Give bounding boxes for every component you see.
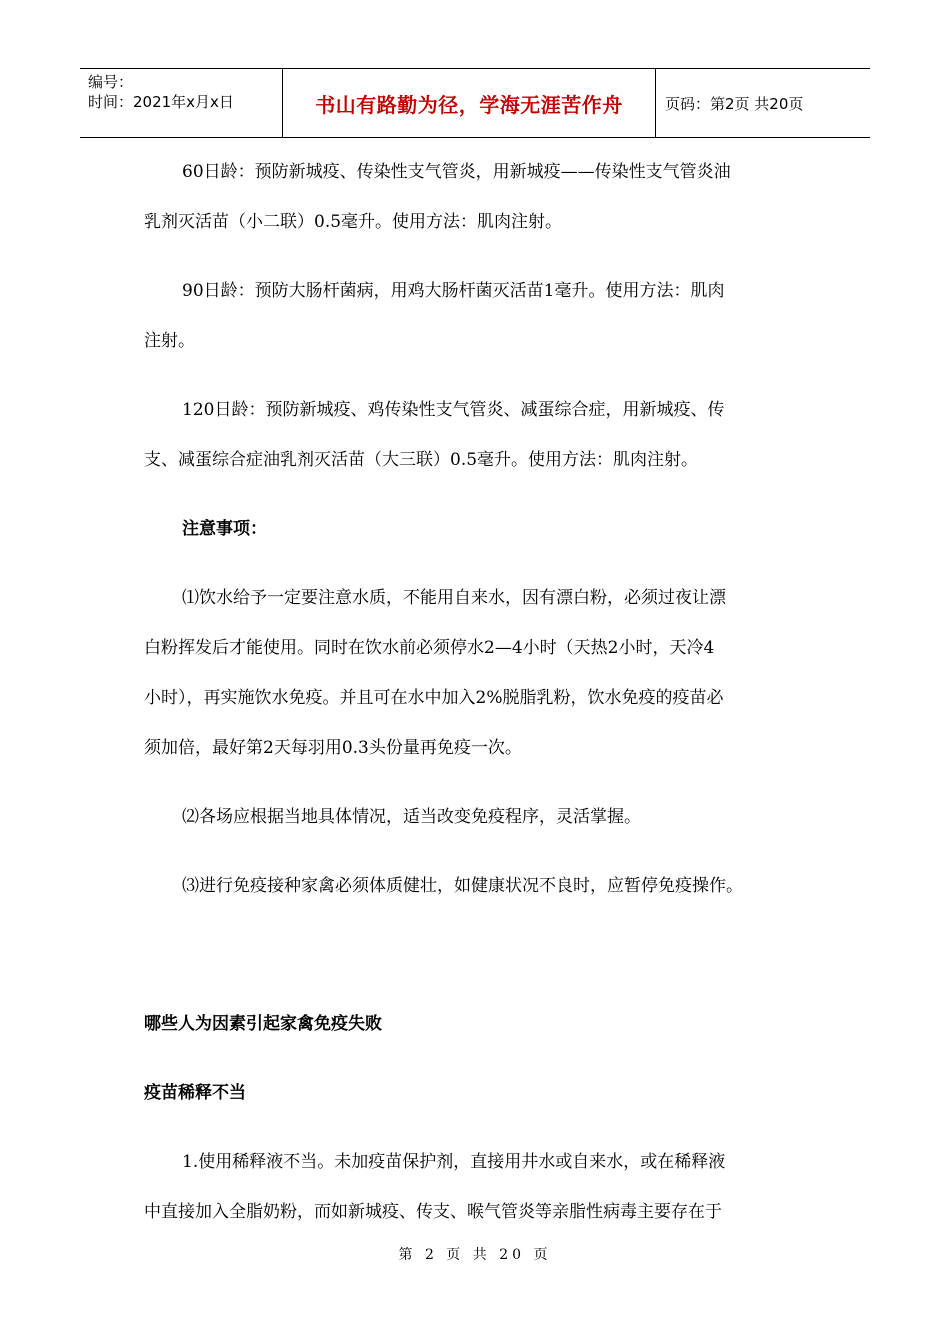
paragraph-90-days-line1: 90日龄：预防大肠杆菌病，用鸡大肠杆菌灭活苗1毫升。使用方法：肌肉	[182, 281, 725, 301]
section-title: 哪些人为因素引起家禽免疫失败	[144, 1014, 382, 1034]
page-header	[80, 68, 870, 138]
subsection-paragraph-line2: 中直接加入全脂奶粉，而如新城疫、传支、喉气管炎等亲脂性病毒主要存在于	[144, 1202, 722, 1222]
note-1-line2: 白粉挥发后才能使用。同时在饮水前必须停水2—4小时（天热2小时，天冷4	[144, 638, 715, 658]
note-3: ⑶进行免疫接种家禽必须体质健壮，如健康状况不良时，应暂停免疫操作。	[182, 876, 743, 896]
paragraph-90-days-line2: 注射。	[144, 331, 195, 351]
page-label: 页码：第2页 共20页	[665, 94, 804, 113]
header-page-info	[655, 69, 870, 137]
serial-label: 编号：	[88, 73, 134, 91]
motto-text: 书山有路勤为径，学海无涯苦作舟	[315, 92, 623, 117]
subsection-title: 疫苗稀释不当	[144, 1083, 246, 1103]
header-meta	[80, 69, 282, 137]
date-label: 时间：2021年x月x日	[88, 93, 234, 111]
subsection-paragraph-line1: 1.使用稀释液不当。未加疫苗保护剂，直接用井水或自来水，或在稀释液	[182, 1152, 726, 1172]
page-footer: 第 2 页 共 20 页	[398, 1247, 552, 1263]
paragraph-120-days-line2: 支、减蛋综合症油乳剂灭活苗（大三联）0.5毫升。使用方法：肌肉注射。	[144, 450, 699, 470]
paragraph-60-days-line2: 乳剂灭活苗（小二联）0.5毫升。使用方法：肌肉注射。	[144, 212, 563, 232]
paragraph-120-days-line1: 120日龄：预防新城疫、鸡传染性支气管炎、减蛋综合症，用新城疫、传	[182, 400, 725, 420]
note-1-line1: ⑴饮水给予一定要注意水质，不能用自来水，因有漂白粉，必须过夜让漂	[182, 588, 726, 608]
notes-heading: 注意事项：	[182, 519, 267, 539]
note-1-line3: 小时），再实施饮水免疫。并且可在水中加入2%脱脂乳粉，饮水免疫的疫苗必	[144, 688, 724, 708]
note-2: ⑵各场应根据当地具体情况，适当改变免疫程序，灵活掌握。	[182, 807, 641, 827]
note-1-line4: 须加倍，最好第2天每羽用0.3头份量再免疫一次。	[144, 738, 522, 758]
header-motto	[282, 69, 656, 137]
paragraph-60-days-line1: 60日龄：预防新城疫、传染性支气管炎，用新城疫——传染性支气管炎油	[182, 162, 731, 182]
